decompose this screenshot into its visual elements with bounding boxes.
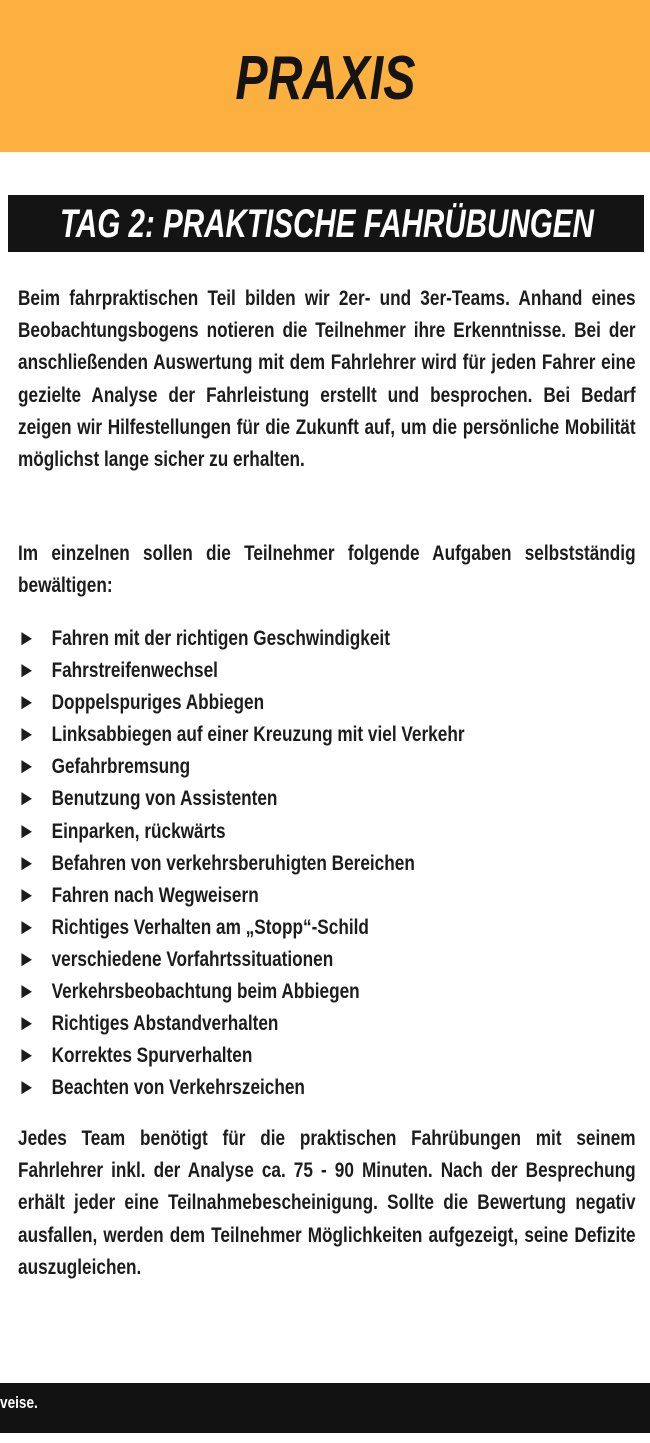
triangle-bullet-icon: ► bbox=[18, 817, 36, 843]
triangle-bullet-icon: ► bbox=[18, 978, 36, 1004]
task-label: Einparken, rückwärts bbox=[51, 818, 226, 843]
header-band bbox=[0, 0, 650, 152]
task-label: Richtiges Verhalten am „Stopp“-Schild bbox=[51, 914, 369, 939]
paragraph-text: Beim fahrpraktischen Teil bilden wir 2er- und 3er-Teams. Anhand eines Beobachtungsbogens notieren die Teilnehmer ihre Erkenntnisse. Bei der anschließenden Auswertung mit dem Fahrlehrer wird für jeden Fahrer eine gezielte Analyse der Fahrleistung erstellt und besprochen. Bei Bedarf zeigen wir Hilfestellungen für die Zukunft auf, um die persönliche Mobilität möglichst lange sicher zu erhalten. bbox=[18, 286, 636, 472]
task-label: Linksabbiegen auf einer Kreuzung mit viel Verkehr bbox=[51, 722, 465, 747]
triangle-bullet-icon: ► bbox=[18, 945, 36, 971]
footer-bar bbox=[0, 1383, 650, 1433]
task-label: Beachten von Verkehrszeichen bbox=[51, 1075, 305, 1100]
task-list-item bbox=[18, 750, 636, 782]
triangle-bullet-icon: ► bbox=[18, 721, 36, 747]
task-label: Fahren nach Wegweisern bbox=[51, 882, 259, 907]
task-label: Korrektes Spurverhalten bbox=[51, 1043, 253, 1068]
task-label: Fahrstreifenwechsel bbox=[51, 658, 218, 683]
task-list-item bbox=[18, 622, 636, 654]
triangle-bullet-icon: ► bbox=[18, 1042, 36, 1068]
task-list-item bbox=[18, 943, 636, 975]
section-title: TAG 2: PRAKTISCHE FAHRÜBUNGEN bbox=[60, 202, 594, 246]
task-list-item bbox=[18, 1071, 636, 1103]
task-list-item bbox=[18, 879, 636, 911]
task-label: verschiedene Vorfahrtssituationen bbox=[51, 946, 334, 971]
task-label: Befahren von verkehrsberuhigten Bereichen bbox=[51, 850, 415, 875]
triangle-bullet-icon: ► bbox=[18, 1074, 36, 1100]
closing-paragraph bbox=[18, 1122, 636, 1283]
task-list-item bbox=[18, 1039, 636, 1071]
footer-text: veise. bbox=[0, 1393, 38, 1412]
paragraph-text: Im einzelnen sollen die Teilnehmer folgende Aufgaben selbstständig bewältigen: bbox=[18, 541, 636, 598]
task-label: Richtiges Abstandverhalten bbox=[51, 1011, 279, 1036]
paragraph-text: Jedes Team benötigt für die praktischen Fahrübungen mit seinem Fahrlehrer inkl. der Analyse ca. 75 - 90 Minuten. Nach der Besprechung erhält jeder eine Teilnahmebescheinigung. Sollte die Bewertung negativ ausfallen, werden dem Teilnehmer Möglichkeiten aufgezeigt, seine Defizite auszugleichen. bbox=[18, 1126, 636, 1279]
task-list-item bbox=[18, 654, 636, 686]
tasks-intro-paragraph bbox=[18, 537, 636, 601]
triangle-bullet-icon: ► bbox=[18, 1010, 36, 1036]
triangle-bullet-icon: ► bbox=[18, 913, 36, 939]
task-list-item bbox=[18, 975, 636, 1007]
triangle-bullet-icon: ► bbox=[18, 657, 36, 683]
triangle-bullet-icon: ► bbox=[18, 785, 36, 811]
task-label: Benutzung von Assistenten bbox=[51, 786, 278, 811]
task-label: Fahren mit der richtigen Geschwindigkeit bbox=[51, 626, 390, 650]
task-list-item bbox=[18, 911, 636, 943]
task-list bbox=[18, 622, 636, 1103]
section-heading-bar bbox=[8, 195, 644, 252]
task-list-item bbox=[18, 718, 636, 750]
task-label: Doppelspuriges Abbiegen bbox=[51, 690, 265, 715]
intro-paragraph bbox=[18, 282, 636, 475]
triangle-bullet-icon: ► bbox=[18, 689, 36, 715]
task-list-item bbox=[18, 1007, 636, 1039]
triangle-bullet-icon: ► bbox=[18, 625, 36, 650]
triangle-bullet-icon: ► bbox=[18, 753, 36, 779]
task-list-item bbox=[18, 782, 636, 814]
task-label: Gefahrbremsung bbox=[51, 754, 191, 779]
task-label: Verkehrsbeobachtung beim Abbiegen bbox=[51, 979, 360, 1004]
task-list-item bbox=[18, 686, 636, 718]
page-title: PRAXIS bbox=[234, 44, 416, 113]
task-list-item bbox=[18, 815, 636, 847]
triangle-bullet-icon: ► bbox=[18, 849, 36, 875]
task-list-item bbox=[18, 847, 636, 879]
triangle-bullet-icon: ► bbox=[18, 881, 36, 907]
